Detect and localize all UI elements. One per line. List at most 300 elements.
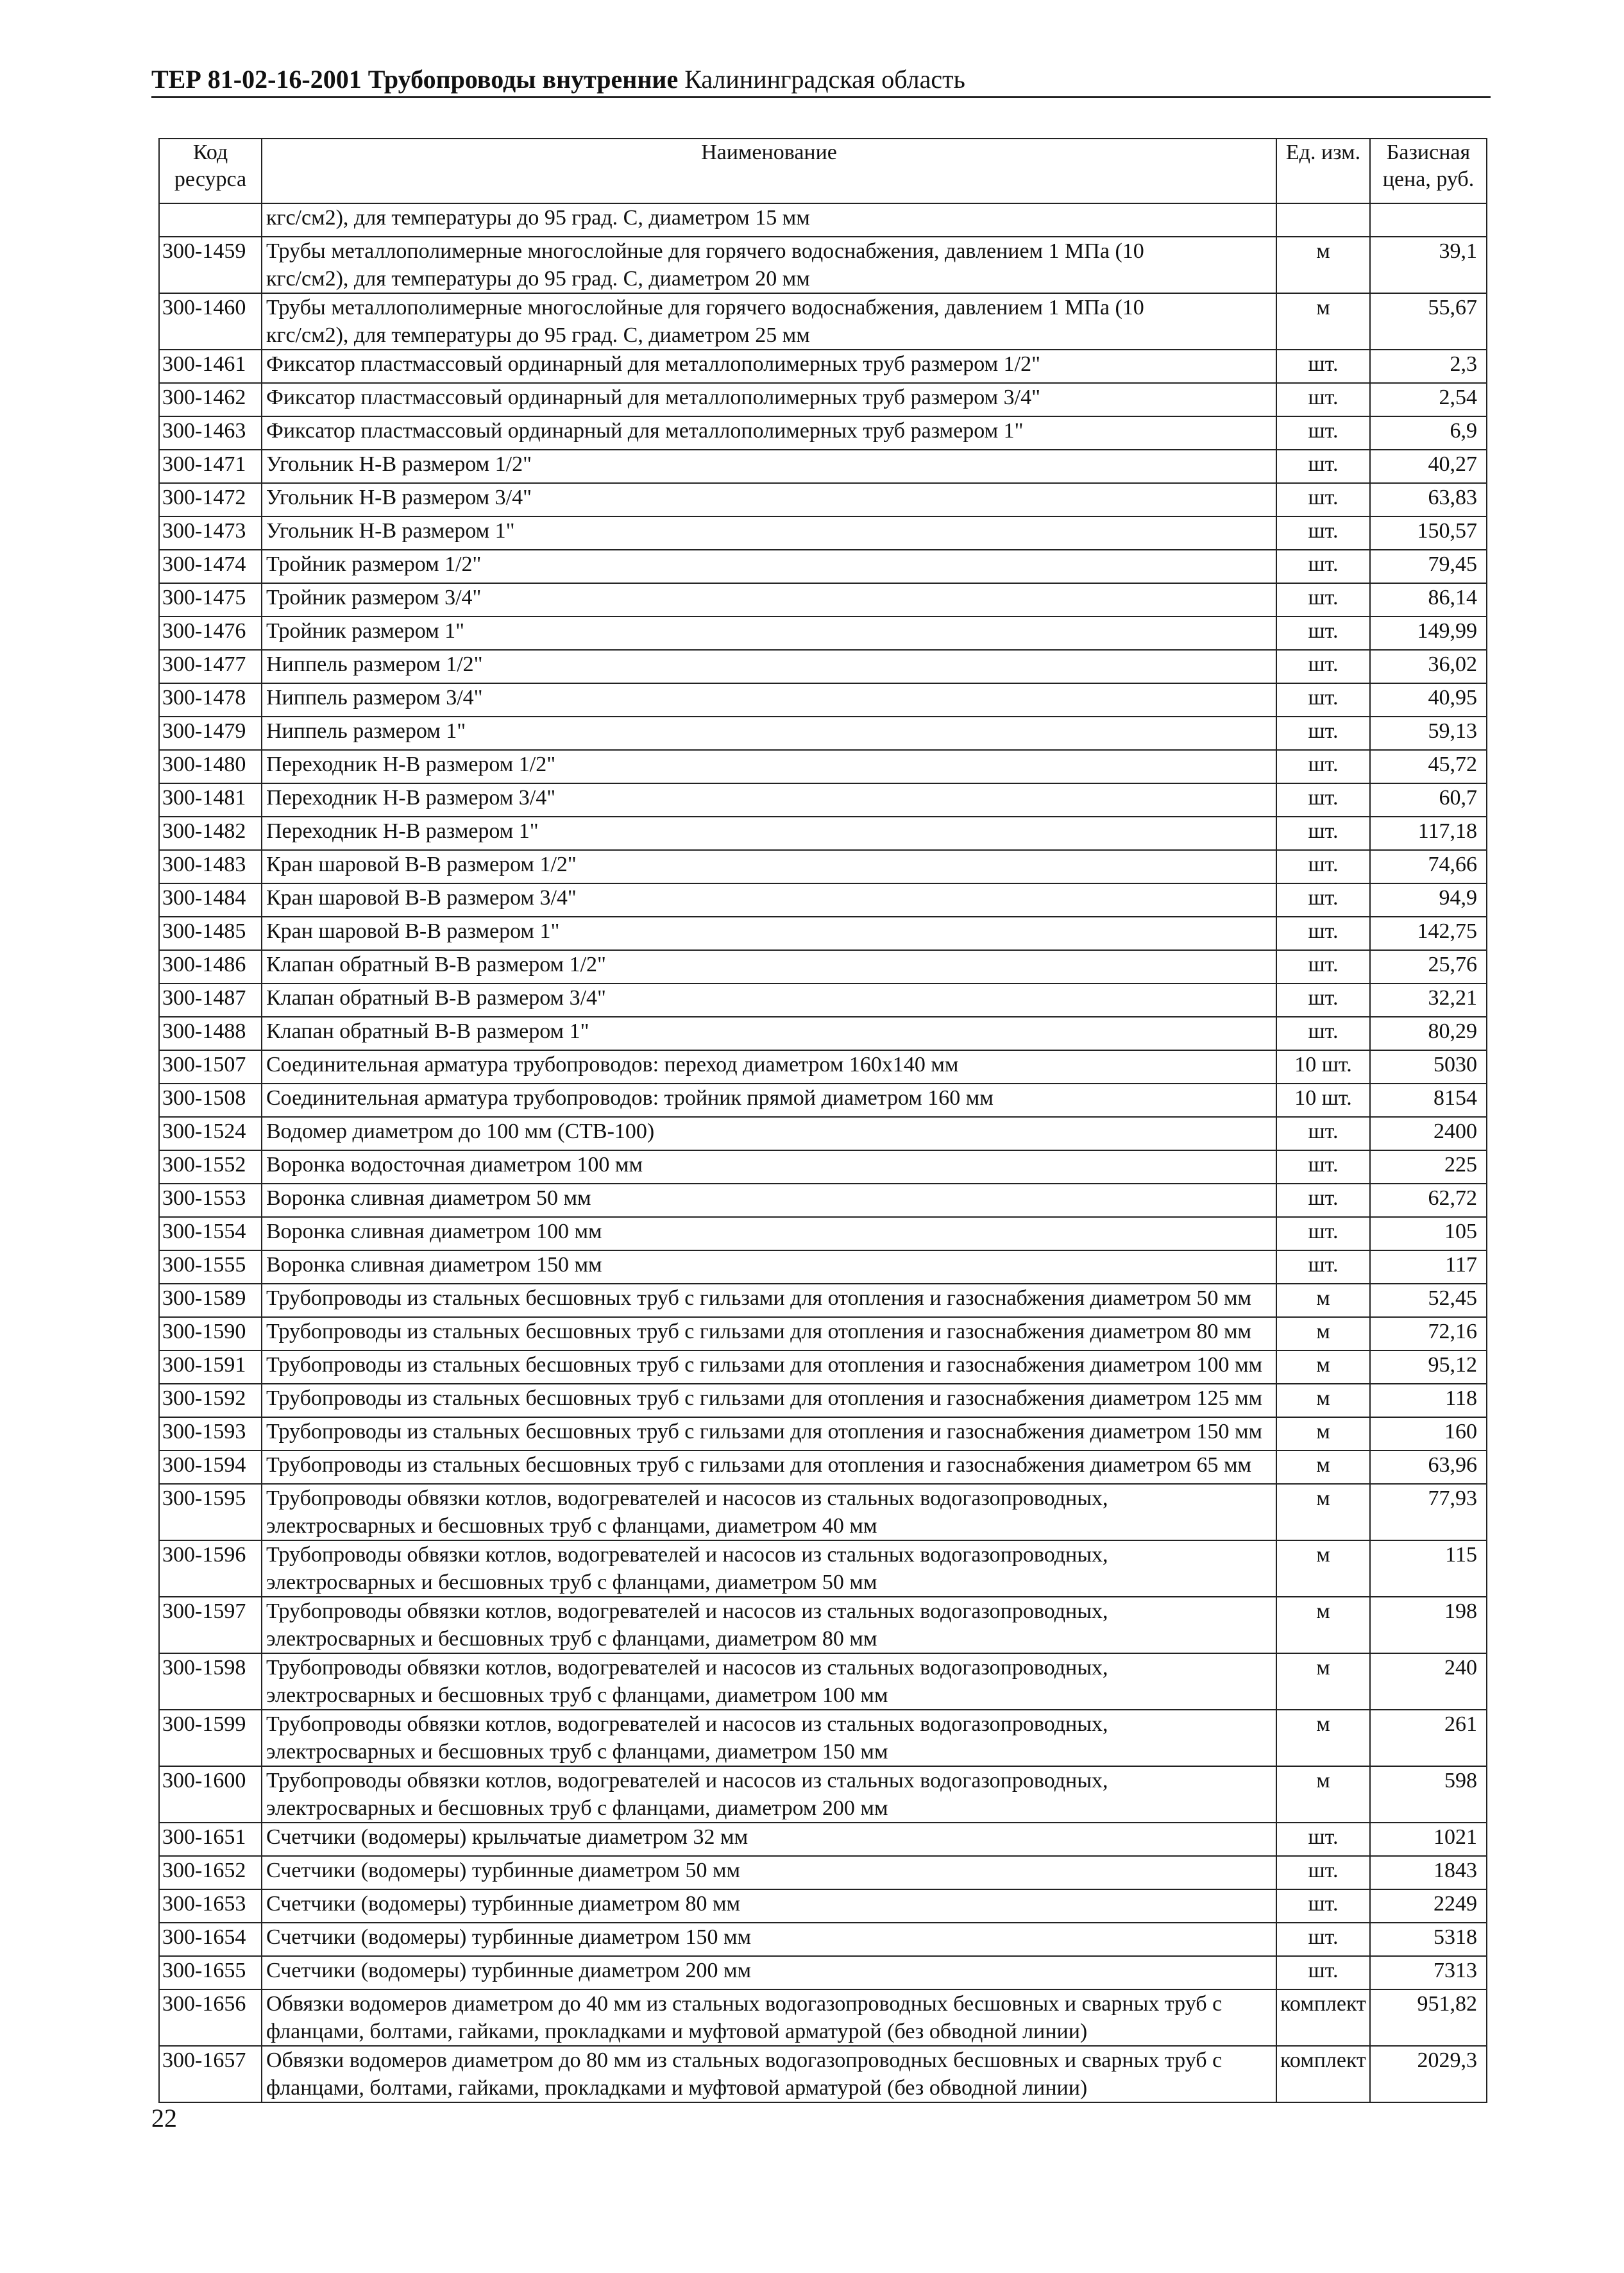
resource-name	[262, 516, 1276, 550]
resource-name	[262, 1766, 1276, 1823]
resource-name-line: Трубопроводы обвязки котлов, водогревателей и насосов из стальных водогазопроводных,	[266, 1712, 1108, 1736]
col-header-unit: Ед. изм.	[1276, 139, 1370, 203]
base-price: 74,66	[1370, 850, 1487, 883]
resource-name	[262, 1317, 1276, 1350]
page-header	[151, 64, 965, 95]
table-row	[159, 1417, 1487, 1451]
resource-name	[262, 1084, 1276, 1117]
resource-name	[262, 1540, 1276, 1597]
unit-of-measure: шт.	[1276, 550, 1370, 583]
unit-of-measure: м	[1276, 1710, 1370, 1766]
resource-code: 300-1593	[159, 1417, 262, 1451]
table-row	[159, 450, 1487, 483]
resource-code: 300-1462	[159, 383, 262, 416]
resource-name-line: Трубопроводы из стальных бесшовных труб с гильзами для отопления и газоснабжения диаметром 80 мм	[266, 1320, 1252, 1343]
resource-code: 300-1657	[159, 2046, 262, 2102]
resource-name	[262, 783, 1276, 817]
unit-of-measure: шт.	[1276, 483, 1370, 516]
unit-of-measure: комплект	[1276, 2046, 1370, 2102]
unit-of-measure: м	[1276, 1284, 1370, 1317]
resource-code	[159, 203, 262, 237]
unit-of-measure: шт.	[1276, 1923, 1370, 1956]
region-name: Калининградская область	[684, 65, 965, 94]
resource-name-line: кгс/см2), для температуры до 95 град. С, диаметром 20 мм	[266, 267, 810, 291]
table-row	[159, 1956, 1487, 1989]
table-row	[159, 1597, 1487, 1653]
resource-code: 300-1652	[159, 1856, 262, 1889]
resource-code: 300-1589	[159, 1284, 262, 1317]
table-row	[159, 1889, 1487, 1923]
resource-name-line: Трубопроводы обвязки котлов, водогревателей и насосов из стальных водогазопроводных,	[266, 1486, 1108, 1510]
resource-name-line: Переходник Н-В размером 3/4"	[266, 786, 556, 810]
resource-name	[262, 483, 1276, 516]
page-number: 22	[151, 2104, 177, 2133]
unit-of-measure: шт.	[1276, 783, 1370, 817]
resource-name-line: Тройник размером 1/2"	[266, 552, 482, 576]
resource-code: 300-1553	[159, 1184, 262, 1217]
table-row	[159, 1653, 1487, 1710]
resource-name	[262, 1350, 1276, 1384]
resource-code: 300-1475	[159, 583, 262, 617]
resource-name	[262, 383, 1276, 416]
unit-of-measure: шт.	[1276, 883, 1370, 917]
resource-name	[262, 750, 1276, 783]
resource-name-line: Клапан обратный В-В размером 1"	[266, 1019, 589, 1043]
table-body	[159, 203, 1487, 2102]
base-price: 225	[1370, 1150, 1487, 1184]
unit-of-measure: шт.	[1276, 1250, 1370, 1284]
base-price: 2,54	[1370, 383, 1487, 416]
resource-name-line: Воронка сливная диаметром 50 мм	[266, 1186, 591, 1210]
table-row	[159, 1250, 1487, 1284]
resource-code: 300-1600	[159, 1766, 262, 1823]
resource-name	[262, 1017, 1276, 1050]
resource-name	[262, 917, 1276, 950]
unit-of-measure: м	[1276, 1540, 1370, 1597]
resource-name-line: Ниппель размером 1/2"	[266, 652, 483, 676]
unit-of-measure: шт.	[1276, 1017, 1370, 1050]
unit-of-measure: 10 шт.	[1276, 1050, 1370, 1084]
table-row	[159, 1150, 1487, 1184]
unit-of-measure: шт.	[1276, 383, 1370, 416]
resource-name	[262, 293, 1276, 350]
table-row	[159, 203, 1487, 237]
resource-name-line: Угольник Н-В размером 1"	[266, 519, 515, 543]
unit-of-measure: м	[1276, 1317, 1370, 1350]
resource-code: 300-1555	[159, 1250, 262, 1284]
table-row	[159, 650, 1487, 683]
resource-code: 300-1483	[159, 850, 262, 883]
resource-code: 300-1653	[159, 1889, 262, 1923]
resource-name	[262, 950, 1276, 983]
resource-name-line: Обвязки водомеров диаметром до 40 мм из стальных водогазопроводных бесшовных и сварных труб с	[266, 1992, 1222, 2016]
resource-name-line: электросварных и бесшовных труб с фланцами, диаметром 80 мм	[266, 1627, 877, 1651]
unit-of-measure: шт.	[1276, 817, 1370, 850]
resource-code: 300-1472	[159, 483, 262, 516]
table-row	[159, 1989, 1487, 2046]
unit-of-measure: м	[1276, 1653, 1370, 1710]
resource-code: 300-1477	[159, 650, 262, 683]
unit-of-measure: шт.	[1276, 1889, 1370, 1923]
resource-name	[262, 550, 1276, 583]
resource-code: 300-1481	[159, 783, 262, 817]
base-price: 118	[1370, 1384, 1487, 1417]
resource-name-line: Трубопроводы из стальных бесшовных труб с гильзами для отопления и газоснабжения диаметром 150 мм	[266, 1420, 1263, 1443]
resource-name	[262, 1451, 1276, 1484]
table-row	[159, 1117, 1487, 1150]
resource-name-line: кгс/см2), для температуры до 95 град. С, диаметром 15 мм	[266, 206, 810, 230]
base-price: 25,76	[1370, 950, 1487, 983]
resource-code: 300-1654	[159, 1923, 262, 1956]
base-price: 79,45	[1370, 550, 1487, 583]
resource-name-line: Кран шаровой В-В размером 1/2"	[266, 853, 577, 876]
unit-of-measure: шт.	[1276, 1956, 1370, 1989]
resource-name-line: Угольник Н-В размером 3/4"	[266, 486, 532, 509]
resource-name	[262, 1710, 1276, 1766]
table-row	[159, 1540, 1487, 1597]
resource-name	[262, 983, 1276, 1017]
unit-of-measure: м	[1276, 1451, 1370, 1484]
base-price: 160	[1370, 1417, 1487, 1451]
base-price: 63,83	[1370, 483, 1487, 516]
unit-of-measure: шт.	[1276, 983, 1370, 1017]
unit-of-measure: шт.	[1276, 1150, 1370, 1184]
resource-name	[262, 1653, 1276, 1710]
table-row	[159, 1856, 1487, 1889]
resource-code: 300-1594	[159, 1451, 262, 1484]
resource-name-line: Тройник размером 1"	[266, 619, 464, 643]
resource-name-line: Ниппель размером 3/4"	[266, 686, 483, 710]
resource-name-line: Трубопроводы из стальных бесшовных труб с гильзами для отопления и газоснабжения диаметром 65 мм	[266, 1453, 1252, 1477]
table-row	[159, 516, 1487, 550]
resource-code: 300-1474	[159, 550, 262, 583]
resource-name	[262, 1889, 1276, 1923]
unit-of-measure: шт.	[1276, 1117, 1370, 1150]
base-price: 95,12	[1370, 1350, 1487, 1384]
base-price: 60,7	[1370, 783, 1487, 817]
resource-name	[262, 450, 1276, 483]
base-price: 117,18	[1370, 817, 1487, 850]
table-row	[159, 1350, 1487, 1384]
resource-code: 300-1597	[159, 1597, 262, 1653]
unit-of-measure: м	[1276, 1766, 1370, 1823]
resource-name-line: фланцами, болтами, гайками, прокладками и муфтовой арматурой (без обводной линии)	[266, 2020, 1088, 2043]
unit-of-measure: шт.	[1276, 850, 1370, 883]
unit-of-measure: шт.	[1276, 1184, 1370, 1217]
resource-code: 300-1651	[159, 1823, 262, 1856]
unit-of-measure: шт.	[1276, 683, 1370, 717]
resource-name-line: Счетчики (водомеры) турбинные диаметром 200 мм	[266, 1959, 751, 1982]
unit-of-measure: шт.	[1276, 583, 1370, 617]
table-row	[159, 1451, 1487, 1484]
base-price: 77,93	[1370, 1484, 1487, 1540]
table-row	[159, 1217, 1487, 1250]
resource-name	[262, 817, 1276, 850]
base-price: 94,9	[1370, 883, 1487, 917]
resource-name-line: электросварных и бесшовных труб с фланцами, диаметром 40 мм	[266, 1514, 877, 1538]
resource-name-line: Угольник Н-В размером 1/2"	[266, 452, 532, 476]
resource-name-line: Трубопроводы обвязки котлов, водогревателей и насосов из стальных водогазопроводных,	[266, 1599, 1108, 1623]
table-row	[159, 1384, 1487, 1417]
base-price: 951,82	[1370, 1989, 1487, 2046]
resource-name-line: Счетчики (водомеры) турбинные диаметром 80 мм	[266, 1892, 740, 1916]
resource-name-line: Счетчики (водомеры) турбинные диаметром 150 мм	[266, 1925, 751, 1949]
unit-of-measure: м	[1276, 1484, 1370, 1540]
col-header-code: Код ресурса	[159, 139, 262, 203]
resource-name-line: Воронка сливная диаметром 100 мм	[266, 1220, 602, 1243]
table-row	[159, 983, 1487, 1017]
resource-name-line: Переходник Н-В размером 1/2"	[266, 753, 556, 776]
base-price: 45,72	[1370, 750, 1487, 783]
table-row	[159, 237, 1487, 293]
resource-name-line: Фиксатор пластмассовый ординарный для металлополимерных труб размером 1/2"	[266, 352, 1040, 376]
resource-name	[262, 617, 1276, 650]
resource-code: 300-1596	[159, 1540, 262, 1597]
resource-name-line: Трубопроводы из стальных бесшовных труб с гильзами для отопления и газоснабжения диаметром 50 мм	[266, 1286, 1252, 1310]
unit-of-measure: шт.	[1276, 717, 1370, 750]
base-price: 150,57	[1370, 516, 1487, 550]
resource-name-line: фланцами, болтами, гайками, прокладками и муфтовой арматурой (без обводной линии)	[266, 2076, 1088, 2100]
unit-of-measure: м	[1276, 1350, 1370, 1384]
base-price: 52,45	[1370, 1284, 1487, 1317]
resource-name-line: Воронка водосточная диаметром 100 мм	[266, 1153, 643, 1177]
unit-of-measure: шт.	[1276, 650, 1370, 683]
table-row	[159, 350, 1487, 383]
base-price: 59,13	[1370, 717, 1487, 750]
resource-name	[262, 850, 1276, 883]
table-row	[159, 683, 1487, 717]
table-row	[159, 1923, 1487, 1956]
resource-name	[262, 416, 1276, 450]
base-price: 1021	[1370, 1823, 1487, 1856]
resource-name	[262, 1150, 1276, 1184]
resource-name-line: Трубопроводы из стальных бесшовных труб с гильзами для отопления и газоснабжения диаметром 100 мм	[266, 1353, 1263, 1377]
base-price: 40,27	[1370, 450, 1487, 483]
resource-code: 300-1595	[159, 1484, 262, 1540]
resource-name-line: Трубопроводы из стальных бесшовных труб с гильзами для отопления и газоснабжения диаметром 125 мм	[266, 1386, 1263, 1410]
base-price: 598	[1370, 1766, 1487, 1823]
base-price: 5030	[1370, 1050, 1487, 1084]
table-row	[159, 1317, 1487, 1350]
resource-code: 300-1486	[159, 950, 262, 983]
table-row	[159, 750, 1487, 783]
resource-code: 300-1656	[159, 1989, 262, 2046]
base-price: 105	[1370, 1217, 1487, 1250]
resource-price-table	[158, 138, 1487, 2103]
table-row	[159, 917, 1487, 950]
resource-name-line: Трубы металлополимерные многослойные для горячего водоснабжения, давлением 1 МПа (10	[266, 239, 1144, 263]
resource-name-line: Счетчики (водомеры) турбинные диаметром 50 мм	[266, 1859, 740, 1882]
resource-name-line: Обвязки водомеров диаметром до 80 мм из стальных водогазопроводных бесшовных и сварных труб с	[266, 2048, 1222, 2072]
resource-name	[262, 350, 1276, 383]
table-row	[159, 1484, 1487, 1540]
base-price: 1843	[1370, 1856, 1487, 1889]
resource-code: 300-1473	[159, 516, 262, 550]
resource-name	[262, 1856, 1276, 1889]
table-row	[159, 1084, 1487, 1117]
base-price: 117	[1370, 1250, 1487, 1284]
resource-code: 300-1461	[159, 350, 262, 383]
table-row	[159, 883, 1487, 917]
resource-name	[262, 1989, 1276, 2046]
unit-of-measure: шт.	[1276, 450, 1370, 483]
resource-name-line: Трубопроводы обвязки котлов, водогревателей и насосов из стальных водогазопроводных,	[266, 1656, 1108, 1680]
base-price: 2249	[1370, 1889, 1487, 1923]
base-price	[1370, 203, 1487, 237]
resource-code: 300-1598	[159, 1653, 262, 1710]
table-row	[159, 1823, 1487, 1856]
unit-of-measure: шт.	[1276, 617, 1370, 650]
table-row	[159, 1050, 1487, 1084]
resource-name	[262, 203, 1276, 237]
table-row	[159, 1017, 1487, 1050]
col-header-price: Базисная цена, руб.	[1370, 139, 1487, 203]
base-price: 55,67	[1370, 293, 1487, 350]
base-price: 198	[1370, 1597, 1487, 1653]
resource-name	[262, 1923, 1276, 1956]
table-row	[159, 1184, 1487, 1217]
resource-name	[262, 683, 1276, 717]
table-row	[159, 1710, 1487, 1766]
unit-of-measure: м	[1276, 237, 1370, 293]
table-row	[159, 950, 1487, 983]
base-price: 40,95	[1370, 683, 1487, 717]
base-price: 5318	[1370, 1923, 1487, 1956]
resource-name-line: Тройник размером 3/4"	[266, 586, 482, 609]
resource-name	[262, 1117, 1276, 1150]
resource-name-line: электросварных и бесшовных труб с фланцами, диаметром 150 мм	[266, 1740, 888, 1764]
table-row	[159, 1284, 1487, 1317]
resource-code: 300-1460	[159, 293, 262, 350]
base-price: 86,14	[1370, 583, 1487, 617]
resource-code: 300-1478	[159, 683, 262, 717]
resource-name-line: Трубопроводы обвязки котлов, водогревателей и насосов из стальных водогазопроводных,	[266, 1769, 1108, 1792]
resource-name	[262, 1217, 1276, 1250]
table-row	[159, 817, 1487, 850]
resource-name	[262, 2046, 1276, 2102]
unit-of-measure: шт.	[1276, 1823, 1370, 1856]
document-code: ТЕР 81-02-16-2001 Трубопроводы внутренние	[151, 65, 679, 94]
resource-code: 300-1655	[159, 1956, 262, 1989]
resource-name	[262, 1384, 1276, 1417]
resource-name-line: электросварных и бесшовных труб с фланцами, диаметром 100 мм	[266, 1683, 888, 1707]
base-price: 142,75	[1370, 917, 1487, 950]
base-price: 2029,3	[1370, 2046, 1487, 2102]
resource-name-line: Трубопроводы обвязки котлов, водогревателей и насосов из стальных водогазопроводных,	[266, 1543, 1108, 1567]
resource-name-line: Клапан обратный В-В размером 1/2"	[266, 953, 606, 976]
resource-name	[262, 583, 1276, 617]
resource-name-line: электросварных и бесшовных труб с фланцами, диаметром 50 мм	[266, 1571, 877, 1594]
resource-name	[262, 883, 1276, 917]
unit-of-measure: м	[1276, 293, 1370, 350]
resource-name-line: электросварных и бесшовных труб с фланцами, диаметром 200 мм	[266, 1796, 888, 1820]
base-price: 8154	[1370, 1084, 1487, 1117]
resource-name-line: Соединительная арматура трубопроводов: тройник прямой диаметром 160 мм	[266, 1086, 994, 1110]
table-row	[159, 717, 1487, 750]
resource-name-line: Трубы металлополимерные многослойные для горячего водоснабжения, давлением 1 МПа (10	[266, 296, 1144, 319]
unit-of-measure: шт.	[1276, 516, 1370, 550]
table-row	[159, 783, 1487, 817]
table-row	[159, 483, 1487, 516]
resource-name-line: Водомер диаметром до 100 мм (СТВ-100)	[266, 1119, 655, 1143]
resource-name-line: Счетчики (водомеры) крыльчатые диаметром 32 мм	[266, 1825, 749, 1849]
resource-code: 300-1592	[159, 1384, 262, 1417]
table-row	[159, 583, 1487, 617]
resource-code: 300-1459	[159, 237, 262, 293]
unit-of-measure: м	[1276, 1417, 1370, 1451]
base-price: 62,72	[1370, 1184, 1487, 1217]
resource-name	[262, 1956, 1276, 1989]
base-price: 261	[1370, 1710, 1487, 1766]
unit-of-measure: шт.	[1276, 1856, 1370, 1889]
resource-code: 300-1552	[159, 1150, 262, 1184]
resource-name-line: Клапан обратный В-В размером 3/4"	[266, 986, 606, 1010]
resource-name	[262, 1823, 1276, 1856]
base-price: 80,29	[1370, 1017, 1487, 1050]
base-price: 7313	[1370, 1956, 1487, 1989]
resource-code: 300-1488	[159, 1017, 262, 1050]
base-price: 115	[1370, 1540, 1487, 1597]
resource-code: 300-1507	[159, 1050, 262, 1084]
unit-of-measure	[1276, 203, 1370, 237]
table-row	[159, 383, 1487, 416]
resource-code: 300-1485	[159, 917, 262, 950]
resource-name-line: кгс/см2), для температуры до 95 град. С, диаметром 25 мм	[266, 323, 810, 347]
unit-of-measure: м	[1276, 1384, 1370, 1417]
table-row	[159, 293, 1487, 350]
resource-name	[262, 1184, 1276, 1217]
unit-of-measure: комплект	[1276, 1989, 1370, 2046]
resource-name	[262, 1050, 1276, 1084]
table-header-row	[159, 139, 1487, 203]
resource-name-line: Ниппель размером 1"	[266, 719, 466, 743]
table-row	[159, 850, 1487, 883]
base-price: 63,96	[1370, 1451, 1487, 1484]
unit-of-measure: 10 шт.	[1276, 1084, 1370, 1117]
unit-of-measure: м	[1276, 1597, 1370, 1653]
unit-of-measure: шт.	[1276, 917, 1370, 950]
resource-name	[262, 1284, 1276, 1317]
resource-name	[262, 1597, 1276, 1653]
table-row	[159, 1766, 1487, 1823]
resource-name-line: Переходник Н-В размером 1"	[266, 819, 539, 843]
resource-code: 300-1479	[159, 717, 262, 750]
resource-name	[262, 1484, 1276, 1540]
resource-code: 300-1463	[159, 416, 262, 450]
resource-code: 300-1524	[159, 1117, 262, 1150]
table-row	[159, 2046, 1487, 2102]
unit-of-measure: шт.	[1276, 416, 1370, 450]
base-price: 36,02	[1370, 650, 1487, 683]
unit-of-measure: шт.	[1276, 1217, 1370, 1250]
resource-code: 300-1590	[159, 1317, 262, 1350]
base-price: 240	[1370, 1653, 1487, 1710]
unit-of-measure: шт.	[1276, 350, 1370, 383]
header-rule	[151, 96, 1491, 98]
resource-name	[262, 237, 1276, 293]
resource-name-line: Соединительная арматура трубопроводов: переход диаметром 160х140 мм	[266, 1053, 959, 1077]
resource-name-line: Кран шаровой В-В размером 1"	[266, 919, 560, 943]
resource-code: 300-1508	[159, 1084, 262, 1117]
resource-name-line: Воронка сливная диаметром 150 мм	[266, 1253, 602, 1277]
resource-code: 300-1487	[159, 983, 262, 1017]
resource-code: 300-1591	[159, 1350, 262, 1384]
resource-name-line: Кран шаровой В-В размером 3/4"	[266, 886, 577, 910]
base-price: 32,21	[1370, 983, 1487, 1017]
base-price: 149,99	[1370, 617, 1487, 650]
table-row	[159, 416, 1487, 450]
table-row	[159, 550, 1487, 583]
